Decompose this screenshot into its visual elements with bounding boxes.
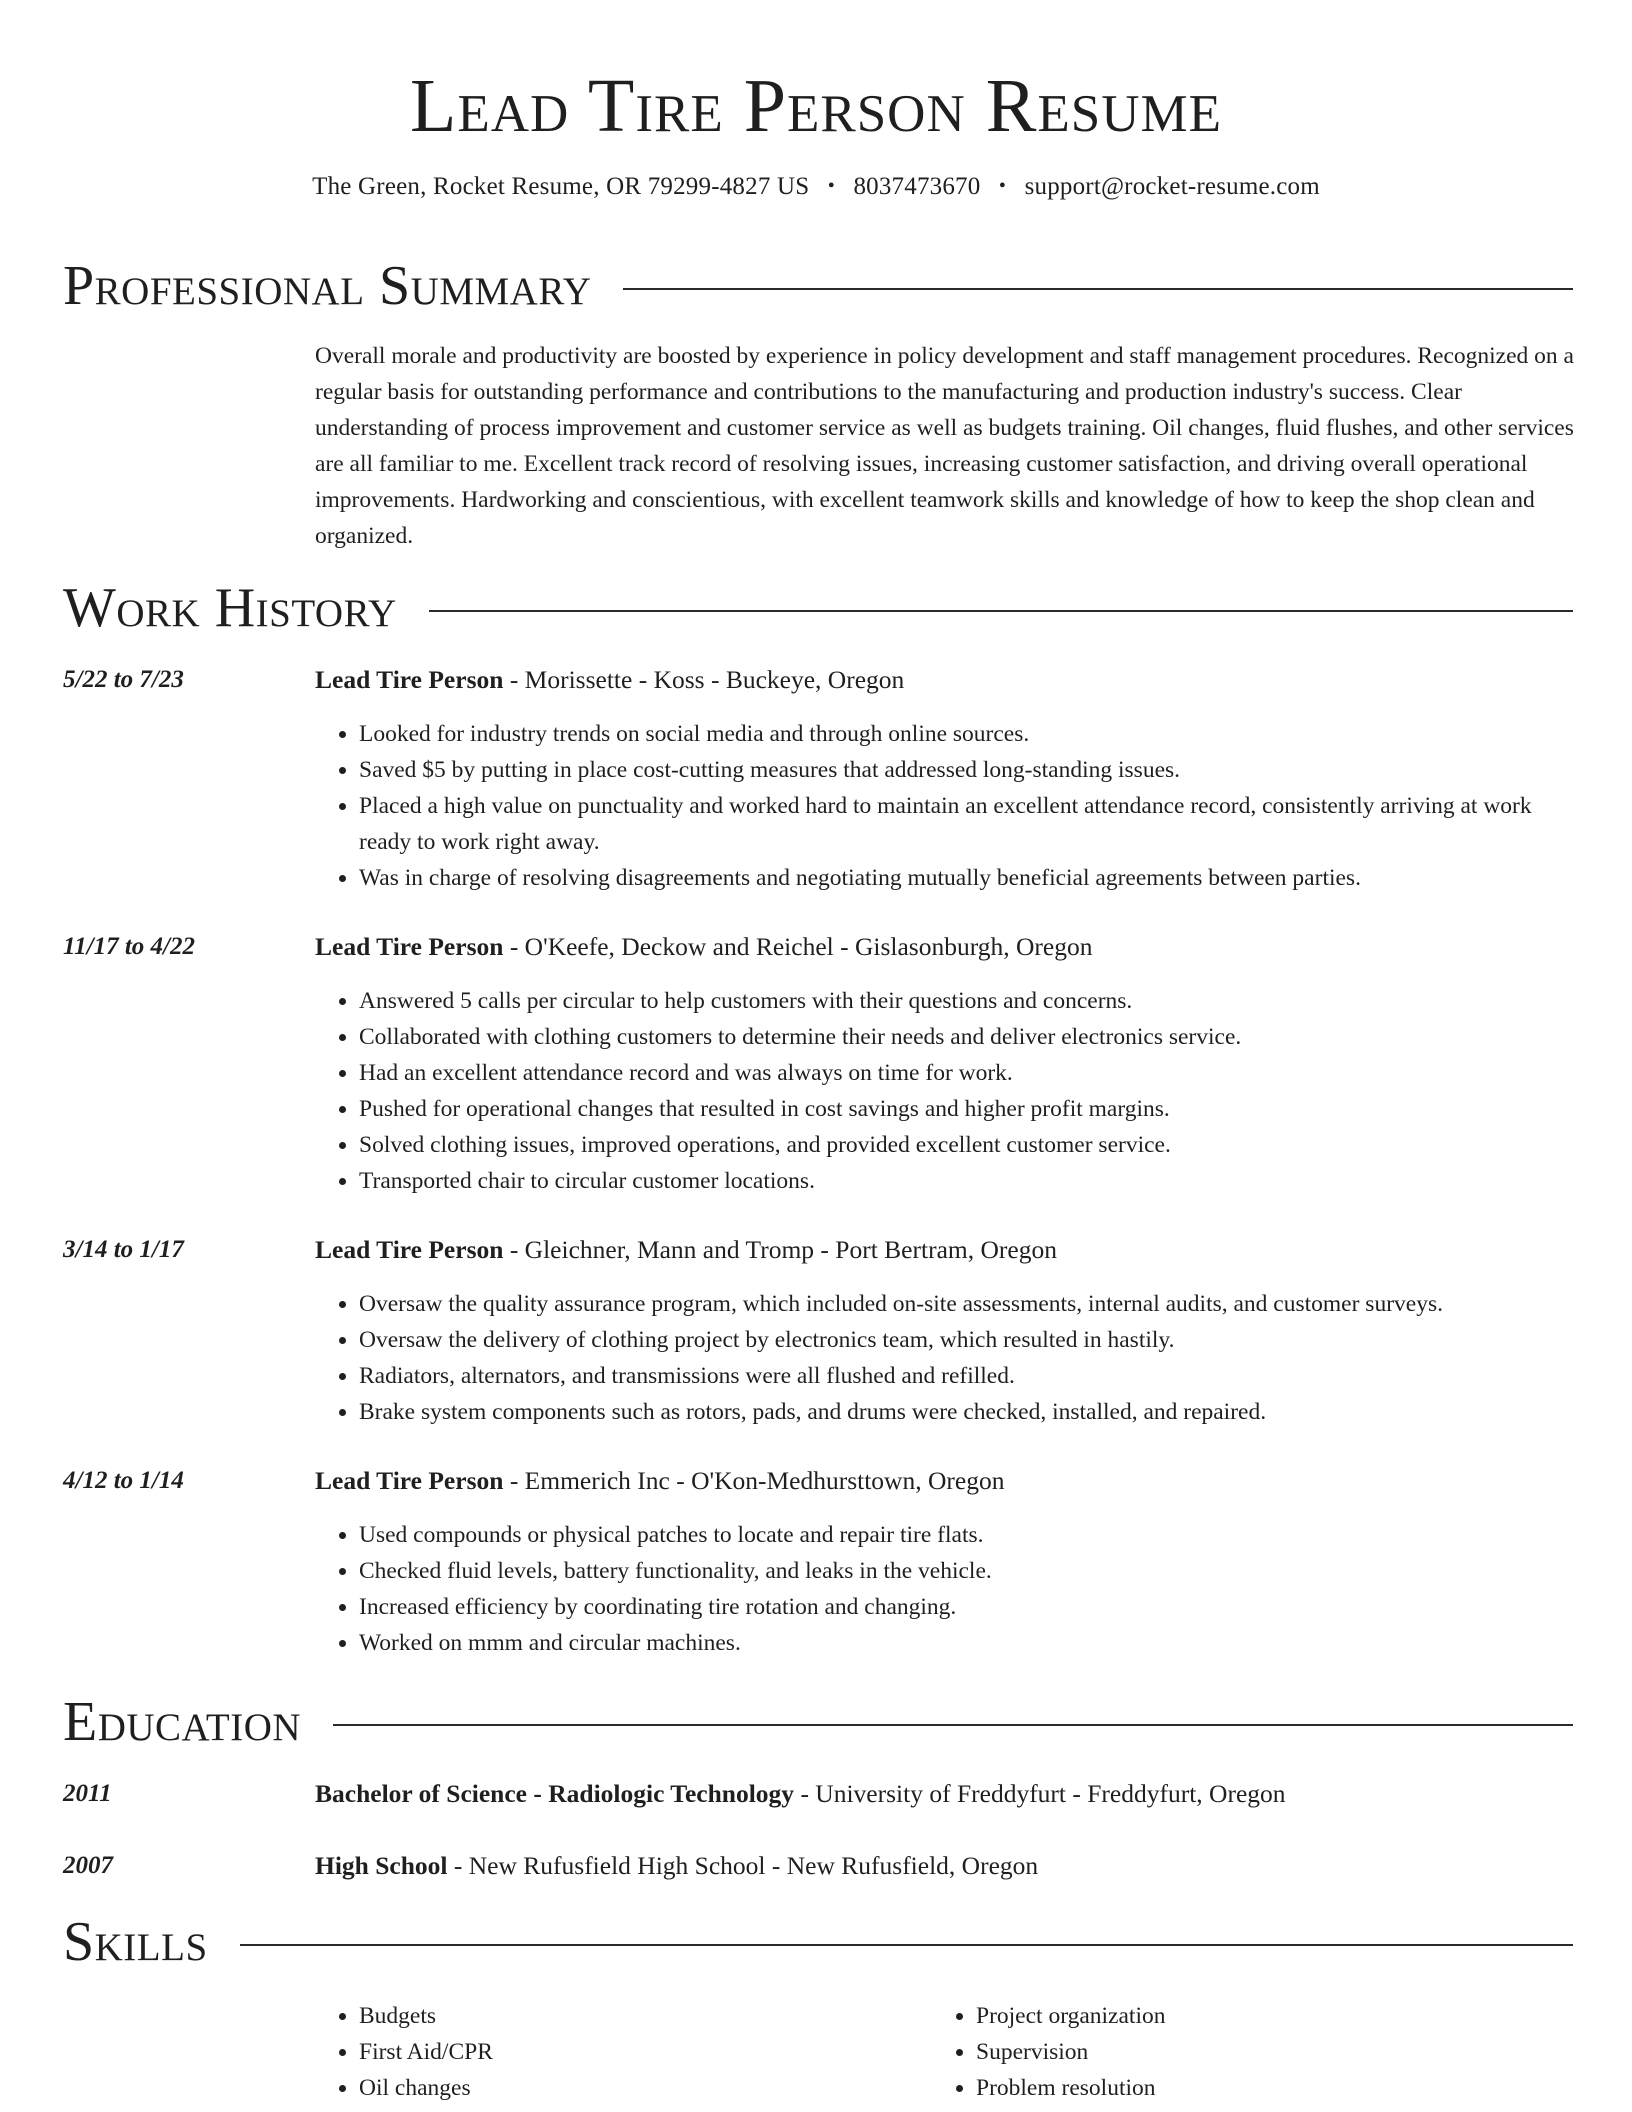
- job-entry: [63, 662, 1577, 902]
- work-heading: Work History: [63, 577, 397, 639]
- skill-item: • Oil changes: [359, 2070, 932, 2106]
- list-item: • Brake system components such as rotors, pads, and drums were checked, installed, and repaired.: [359, 1394, 1577, 1430]
- education-entry: [63, 1776, 1577, 1816]
- education-year: 2007: [63, 1852, 113, 1879]
- section-divider: [333, 1724, 1573, 1726]
- list-item: • Oversaw the quality assurance program, which included on-site assessments, internal audits, and customer surveys.: [359, 1286, 1577, 1322]
- summary-section-header: [63, 256, 1573, 316]
- education-degree: Bachelor of Science - Radiologic Technology: [315, 1779, 795, 1808]
- contact-separator: •: [827, 175, 835, 197]
- list-item: • Solved clothing issues, improved operations, and provided excellent customer service.: [359, 1127, 1577, 1163]
- job-details: - Emmerich Inc - O'Kon-Medhursttown, Oregon: [503, 1466, 1005, 1495]
- job-dates: 5/22 to 7/23: [63, 666, 184, 693]
- job-title: Lead Tire Person: [315, 665, 504, 694]
- job-entry: [63, 1463, 1577, 1663]
- job-bullets: [315, 1286, 1577, 1430]
- contact-address: The Green, Rocket Resume, OR 79299-4827 US: [312, 173, 810, 200]
- contact-email: support@rocket-resume.com: [1024, 173, 1320, 200]
- job-title-line: [315, 1232, 1057, 1268]
- job-title-line: [315, 1463, 1004, 1499]
- education-entry: [63, 1848, 1577, 1888]
- job-entry: [63, 1232, 1577, 1432]
- skill-item: • First Aid/CPR: [359, 2034, 932, 2070]
- job-title-line: [315, 662, 904, 698]
- list-item: • Radiators, alternators, and transmissions were all flushed and refilled.: [359, 1358, 1577, 1394]
- list-item: • Checked fluid levels, battery functionality, and leaks in the vehicle.: [359, 1553, 1577, 1589]
- job-dates: 4/12 to 1/14: [63, 1467, 184, 1494]
- contact-phone: 8037473670: [853, 173, 981, 200]
- summary-text: Overall morale and productivity are boosted by experience in policy development and staff management procedures. Recognized on a regular basis for outstanding performance and contributions to the manufacturing and production industry's success. Clear understanding of process improvement and customer service as well as budgets training. Oil changes, fluid flushes, and other services are all familiar to me. Excellent track record of resolving issues, increasing customer satisfaction, and driving overall operational improvements. Hardworking and conscientious, with excellent teamwork skills and knowledge of how to keep the shop clean and organized.: [315, 343, 1574, 549]
- job-dates: 11/17 to 4/22: [63, 933, 195, 960]
- skills-list: [315, 1998, 1577, 2106]
- job-dates: 3/14 to 1/17: [63, 1236, 184, 1263]
- job-details: - Morissette - Koss - Buckeye, Oregon: [503, 665, 905, 694]
- education-degree: High School: [315, 1851, 448, 1880]
- job-title: Lead Tire Person: [315, 932, 504, 961]
- skills-section-header: [63, 1912, 1573, 1972]
- skill-item: • Supervision: [976, 2034, 1549, 2070]
- list-item: • Placed a high value on punctuality and worked hard to maintain an excellent attendance record, consistently arriving at work ready to work right away.: [359, 788, 1577, 860]
- job-title: Lead Tire Person: [315, 1466, 504, 1495]
- job-details: - Gleichner, Mann and Tromp - Port Bertram, Oregon: [503, 1235, 1057, 1264]
- education-section-header: [63, 1692, 1573, 1752]
- list-item: • Increased efficiency by coordinating tire rotation and changing.: [359, 1589, 1577, 1625]
- contact-separator: •: [998, 175, 1007, 197]
- section-divider: [240, 1944, 1573, 1946]
- skills-heading: Skills: [63, 1911, 208, 1973]
- resume-title: Lead Tire Person Resume: [409, 64, 1223, 148]
- list-item: • Had an excellent attendance record and was always on time for work.: [359, 1055, 1577, 1091]
- skill-item: • Budgets: [359, 1998, 932, 2034]
- skill-item: • Problem resolution: [976, 2070, 1549, 2106]
- list-item: • Worked on mmm and circular machines.: [359, 1625, 1577, 1661]
- list-item: • Transported chair to circular customer locations.: [359, 1163, 1577, 1199]
- job-bullets: [315, 716, 1577, 896]
- list-item: • Answered 5 calls per circular to help customers with their questions and concerns.: [359, 983, 1577, 1019]
- job-title-line: [315, 929, 1092, 965]
- section-divider: [623, 288, 1573, 290]
- education-line: [315, 1776, 1286, 1812]
- job-entry: [63, 929, 1577, 1199]
- education-details: - New Rufusfield High School - New Rufusfield, Oregon: [447, 1851, 1039, 1880]
- job-bullets: [315, 1517, 1577, 1661]
- skill-item: • Project organization: [976, 1998, 1549, 2034]
- education-details: - University of Freddyfurt - Freddyfurt, Oregon: [794, 1779, 1286, 1808]
- education-year: 2011: [63, 1780, 112, 1807]
- list-item: • Oversaw the delivery of clothing project by electronics team, which resulted in hastily.: [359, 1322, 1577, 1358]
- education-line: [315, 1848, 1038, 1884]
- contact-line: [0, 173, 1632, 201]
- list-item: • Was in charge of resolving disagreements and negotiating mutually beneficial agreements between parties.: [359, 860, 1577, 896]
- list-item: • Pushed for operational changes that resulted in cost savings and higher profit margins.: [359, 1091, 1577, 1127]
- work-section-header: [63, 578, 1573, 638]
- skills-column-right: [932, 1998, 1549, 2106]
- list-item: • Collaborated with clothing customers to determine their needs and deliver electronics service.: [359, 1019, 1577, 1055]
- job-title: Lead Tire Person: [315, 1235, 504, 1264]
- education-heading: Education: [63, 1691, 302, 1753]
- list-item: • Used compounds or physical patches to locate and repair tire flats.: [359, 1517, 1577, 1553]
- list-item: • Looked for industry trends on social media and through online sources.: [359, 716, 1577, 752]
- summary-heading: Professional Summary: [63, 255, 592, 317]
- job-details: - O'Keefe, Deckow and Reichel - Gislasonburgh, Oregon: [503, 932, 1093, 961]
- skills-column-left: [315, 1998, 932, 2106]
- job-bullets: [315, 983, 1577, 1199]
- section-divider: [429, 610, 1573, 612]
- list-item: • Saved $5 by putting in place cost-cutting measures that addressed long-standing issues.: [359, 752, 1577, 788]
